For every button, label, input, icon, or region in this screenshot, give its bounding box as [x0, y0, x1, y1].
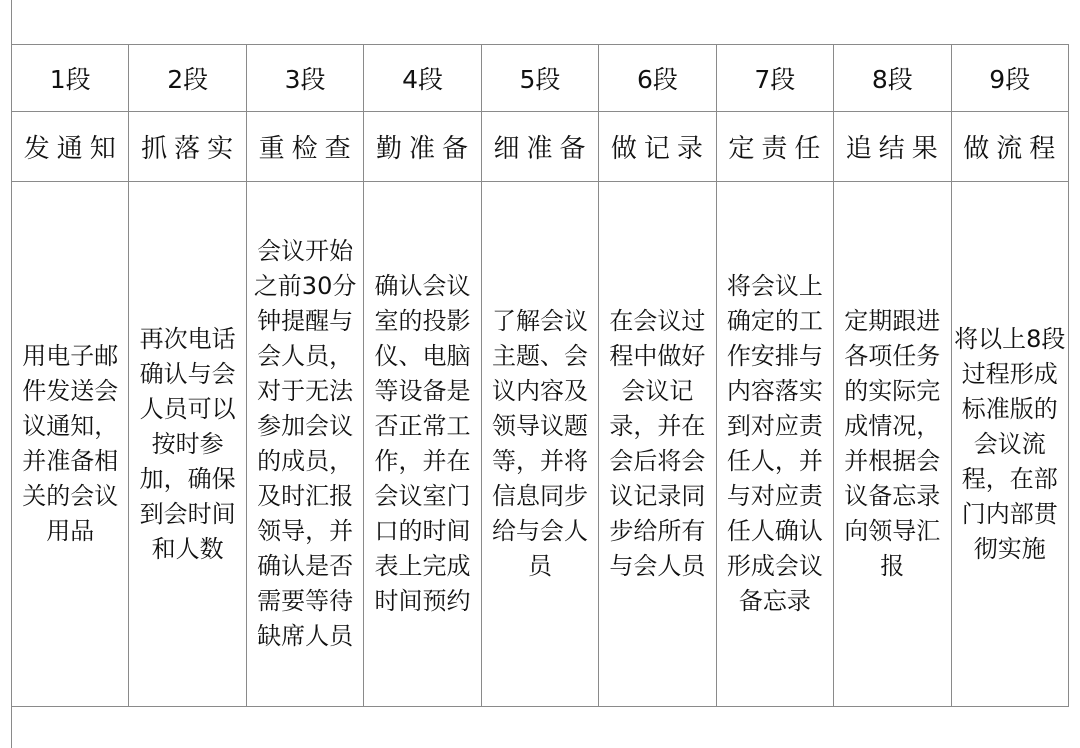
step-description: 用电子邮件发送会议通知，并准备相关的会议用品 — [22, 342, 119, 545]
step-description-cell — [12, 182, 129, 707]
step-title: 定责任 — [728, 134, 828, 164]
step-number: 3段 — [284, 65, 326, 94]
step-description: 将以上8段过程形成标准版的会议流程，在部门内部贯彻实施 — [954, 324, 1066, 563]
step-number: 9段 — [989, 65, 1031, 94]
step-description: 在会议过程中做好会议记录，并在会后将会议记录同步给所有与会人员 — [609, 307, 706, 580]
step-title-cell — [599, 112, 716, 182]
step-number-cell — [129, 45, 246, 112]
step-title-cell — [716, 112, 833, 182]
step-description-cell — [129, 182, 246, 707]
step-number-cell — [716, 45, 833, 112]
step-number: 1段 — [49, 65, 91, 94]
step-title: 抓落实 — [141, 134, 241, 164]
step-description: 定期跟进各项任务的实际完成情况，并根据会议备忘录向领导汇报 — [844, 307, 941, 580]
step-title-cell — [481, 112, 598, 182]
step-title-row — [12, 112, 1069, 182]
step-number: 4段 — [402, 65, 443, 94]
step-number-cell — [12, 45, 129, 112]
step-number: 7段 — [754, 65, 796, 94]
step-title: 细准备 — [493, 134, 593, 164]
step-number-cell — [364, 45, 481, 112]
step-title-cell — [129, 112, 246, 182]
step-number: 8段 — [871, 65, 913, 94]
step-title-cell — [364, 112, 481, 182]
step-description-cell — [246, 182, 363, 707]
step-title-cell — [951, 112, 1069, 182]
step-title-cell — [246, 112, 363, 182]
step-description-cell — [481, 182, 598, 707]
step-description-cell — [716, 182, 833, 707]
step-description-cell — [951, 182, 1069, 707]
step-number: 5段 — [519, 65, 561, 94]
step-description-cell — [834, 182, 951, 707]
step-number-row — [12, 45, 1069, 112]
step-title: 追结果 — [845, 134, 945, 164]
step-number-cell — [599, 45, 716, 112]
step-title-cell — [12, 112, 129, 182]
step-title: 重检查 — [258, 134, 358, 164]
step-title: 做流程 — [963, 134, 1063, 164]
step-description-cell — [364, 182, 481, 707]
step-number-cell — [951, 45, 1069, 112]
step-description-row — [12, 182, 1069, 707]
step-description: 会议开始之前30分钟提醒与会人员，对于无法参加会议的成员，及时汇报领导，并确认是否需要等待缺席人员 — [253, 237, 357, 650]
step-description: 再次电话确认与会人员可以按时参加，确保到会时间和人数 — [139, 324, 236, 563]
step-title: 勤准备 — [376, 134, 476, 164]
step-number: 2段 — [167, 65, 209, 94]
step-number-cell — [481, 45, 598, 112]
step-number-cell — [246, 45, 363, 112]
step-description-cell — [599, 182, 716, 707]
step-description: 确认会议室的投影仪、电脑等设备是否正常工作，并在会议室门口的时间表上完成时间预约 — [374, 272, 471, 615]
step-title: 发通知 — [23, 134, 123, 164]
meeting-process-table — [11, 44, 1069, 707]
step-number: 6段 — [636, 65, 678, 94]
step-description: 了解会议主题、会议内容及领导议题等，并将信息同步给与会人员 — [491, 307, 588, 580]
step-title-cell — [834, 112, 951, 182]
step-description: 将会议上确定的工作安排与内容落实到对应责任人，并与对应责任人确认形成会议备忘录 — [726, 272, 823, 615]
step-number-cell — [834, 45, 951, 112]
step-title: 做记录 — [610, 134, 710, 164]
